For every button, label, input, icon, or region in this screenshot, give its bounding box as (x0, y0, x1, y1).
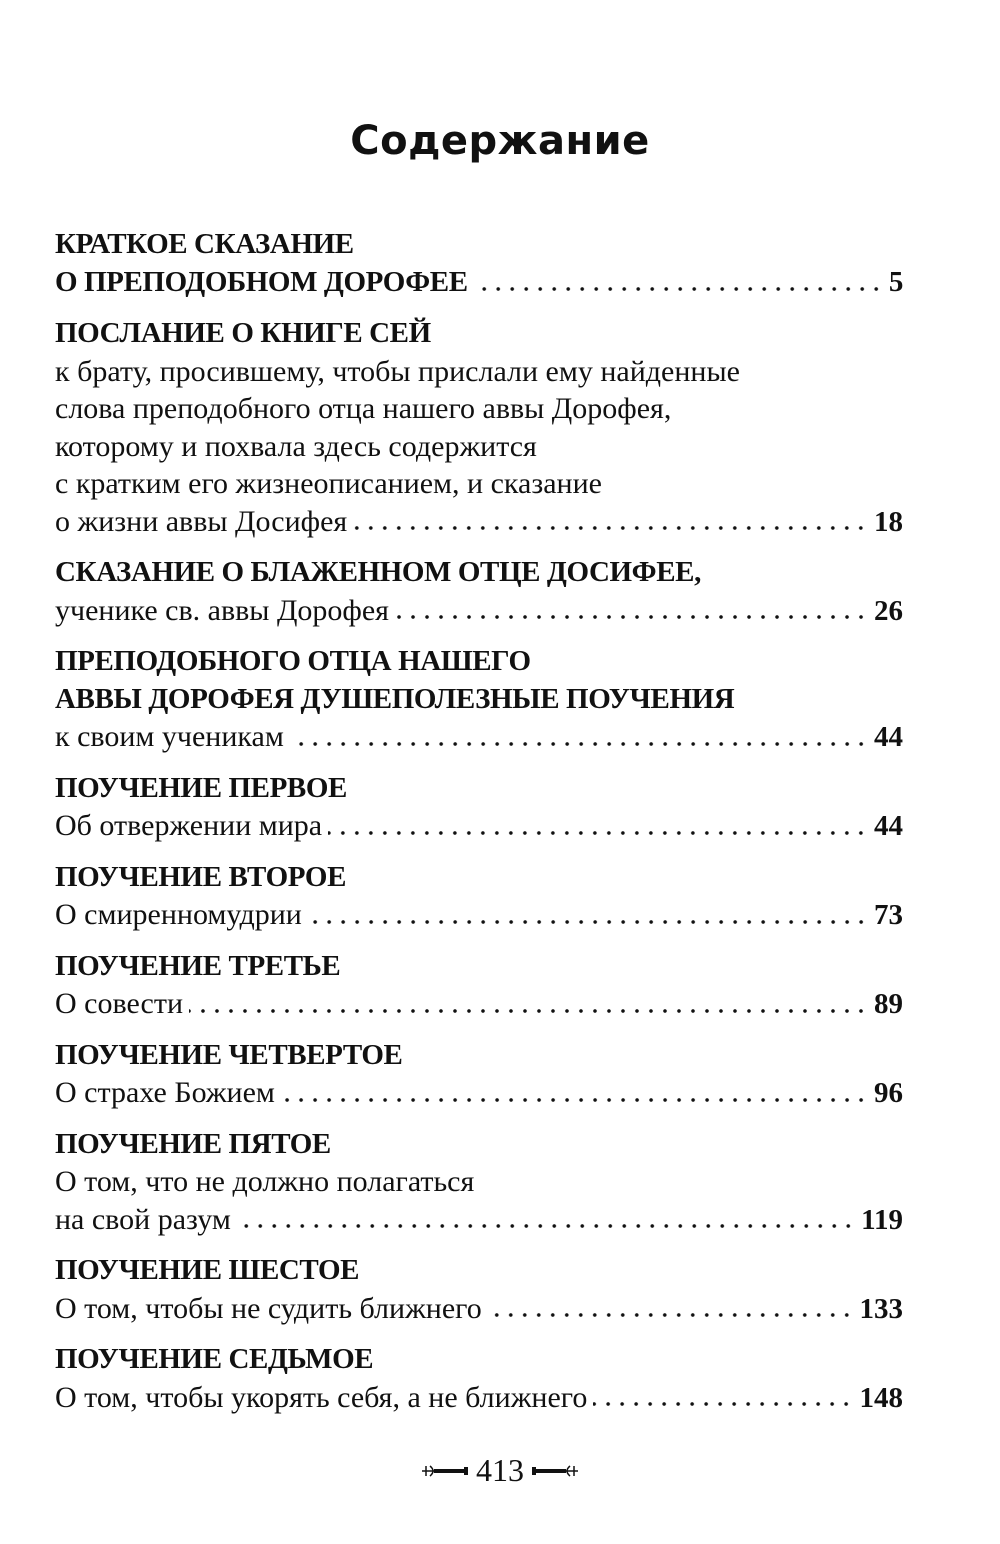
dot-leader (593, 1401, 853, 1407)
entry-line (55, 807, 903, 845)
entry-line (55, 718, 903, 756)
entry-text: О страхе Божием (55, 1076, 275, 1109)
entry-heading: ПОУЧЕНИЕ СЕДЬМОЕ (55, 1343, 374, 1375)
toc-entry (55, 554, 903, 629)
entry-heading: ПОУЧЕНИЕ ШЕСТОЕ (55, 1254, 360, 1286)
dot-leader (189, 1008, 868, 1014)
toc-entry (55, 1341, 903, 1416)
page-number: 133 (859, 1292, 903, 1325)
page-number: 119 (861, 1203, 903, 1236)
page-number: 26 (874, 594, 903, 627)
toc-entry (55, 770, 903, 845)
page-number: 89 (874, 988, 903, 1020)
left-ornament-icon (420, 1463, 470, 1479)
page-number: 96 (874, 1077, 903, 1109)
page-number: 44 (874, 721, 903, 753)
entry-text: о жизни аввы Досифея (55, 504, 348, 538)
entry-line (55, 896, 903, 934)
entry-text: О совести (55, 987, 184, 1020)
page-number: 5 (888, 265, 903, 298)
toc-entry (55, 948, 903, 1023)
dot-leader (237, 1223, 855, 1229)
entry-heading: ПОСЛАНИЕ О КНИГЕ СЕЙ (55, 317, 431, 349)
entry-heading: ПОУЧЕНИЕ ТРЕТЬЕ (55, 949, 341, 982)
page-number-footer: 413 (476, 1452, 524, 1488)
page-title: Содержание (350, 118, 650, 164)
toc-entry (55, 226, 903, 301)
entry-heading: ПОУЧЕНИЕ ЧЕТВЕРТОЕ (55, 1038, 403, 1071)
dot-leader (395, 614, 868, 620)
entry-line (55, 1201, 903, 1239)
page-footer (0, 1452, 1000, 1489)
page-number: 44 (874, 810, 903, 842)
entry-line (55, 1290, 903, 1328)
entry-line (55, 1074, 903, 1112)
entry-line: которому и похвала здесь содержится (55, 429, 537, 463)
dot-leader (353, 525, 868, 531)
entry-heading: СКАЗАНИЕ О БЛАЖЕННОМ ОТЦЕ ДОСИФЕЕ, (55, 556, 701, 588)
entry-line (55, 985, 903, 1023)
page-number: 18 (874, 505, 903, 538)
toc-entry (55, 643, 903, 756)
entry-line: О том, что не должно полагаться (55, 1165, 475, 1198)
dot-leader (488, 1312, 854, 1318)
toc-entry (55, 1126, 903, 1239)
page-number: 73 (874, 899, 903, 931)
entry-heading: КРАТКОЕ СКАЗАНИЕ (55, 228, 354, 260)
entry-heading: ПОУЧЕНИЕ ВТОРОЕ (55, 860, 347, 893)
entry-text: О ПРЕПОДОБНОМ ДОРОФЕЕ (55, 265, 468, 298)
entry-text: на свой разум (55, 1202, 231, 1236)
dot-leader (474, 286, 883, 292)
entry-line (55, 592, 903, 630)
dot-leader (290, 741, 868, 747)
entry-text: О смиренномудрии (55, 898, 302, 931)
dot-leader (308, 919, 868, 925)
entry-heading: ПОУЧЕНИЕ ПЕРВОЕ (55, 771, 347, 804)
page-number: 148 (859, 1381, 903, 1414)
toc-entry (55, 1037, 903, 1112)
entry-text: к своим ученикам (55, 720, 284, 753)
entry-text: Об отвержении мира (55, 809, 323, 842)
entry-text: О том, чтобы не судить ближнего (55, 1291, 482, 1325)
entry-line: слова преподобного отца нашего аввы Дорофея, (55, 392, 672, 425)
table-of-contents (55, 226, 903, 1430)
entry-line (55, 503, 903, 541)
dot-leader (328, 830, 868, 836)
toc-entry (55, 859, 903, 934)
entry-heading: ПОУЧЕНИЕ ПЯТОЕ (55, 1127, 331, 1160)
toc-entry (55, 315, 903, 540)
toc-entry (55, 1252, 903, 1327)
dot-leader (281, 1097, 868, 1103)
entry-line (55, 1379, 903, 1417)
entry-text: О том, чтобы укорять себя, а не ближнего (55, 1380, 588, 1414)
entry-text: ученике св. аввы Дорофея (55, 593, 389, 627)
entry-heading: ПРЕПОДОБНОГО ОТЦА НАШЕГО (55, 645, 531, 677)
entry-line: к брату, просившему, чтобы прислали ему найденные (55, 354, 740, 388)
entry-heading: АВВЫ ДОРОФЕЯ ДУШЕПОЛЕЗНЫЕ ПОУЧЕНИЯ (55, 682, 735, 715)
right-ornament-icon (530, 1463, 580, 1479)
entry-line (55, 264, 903, 302)
entry-line: с кратким его жизнеописанием, и сказание (55, 467, 602, 500)
